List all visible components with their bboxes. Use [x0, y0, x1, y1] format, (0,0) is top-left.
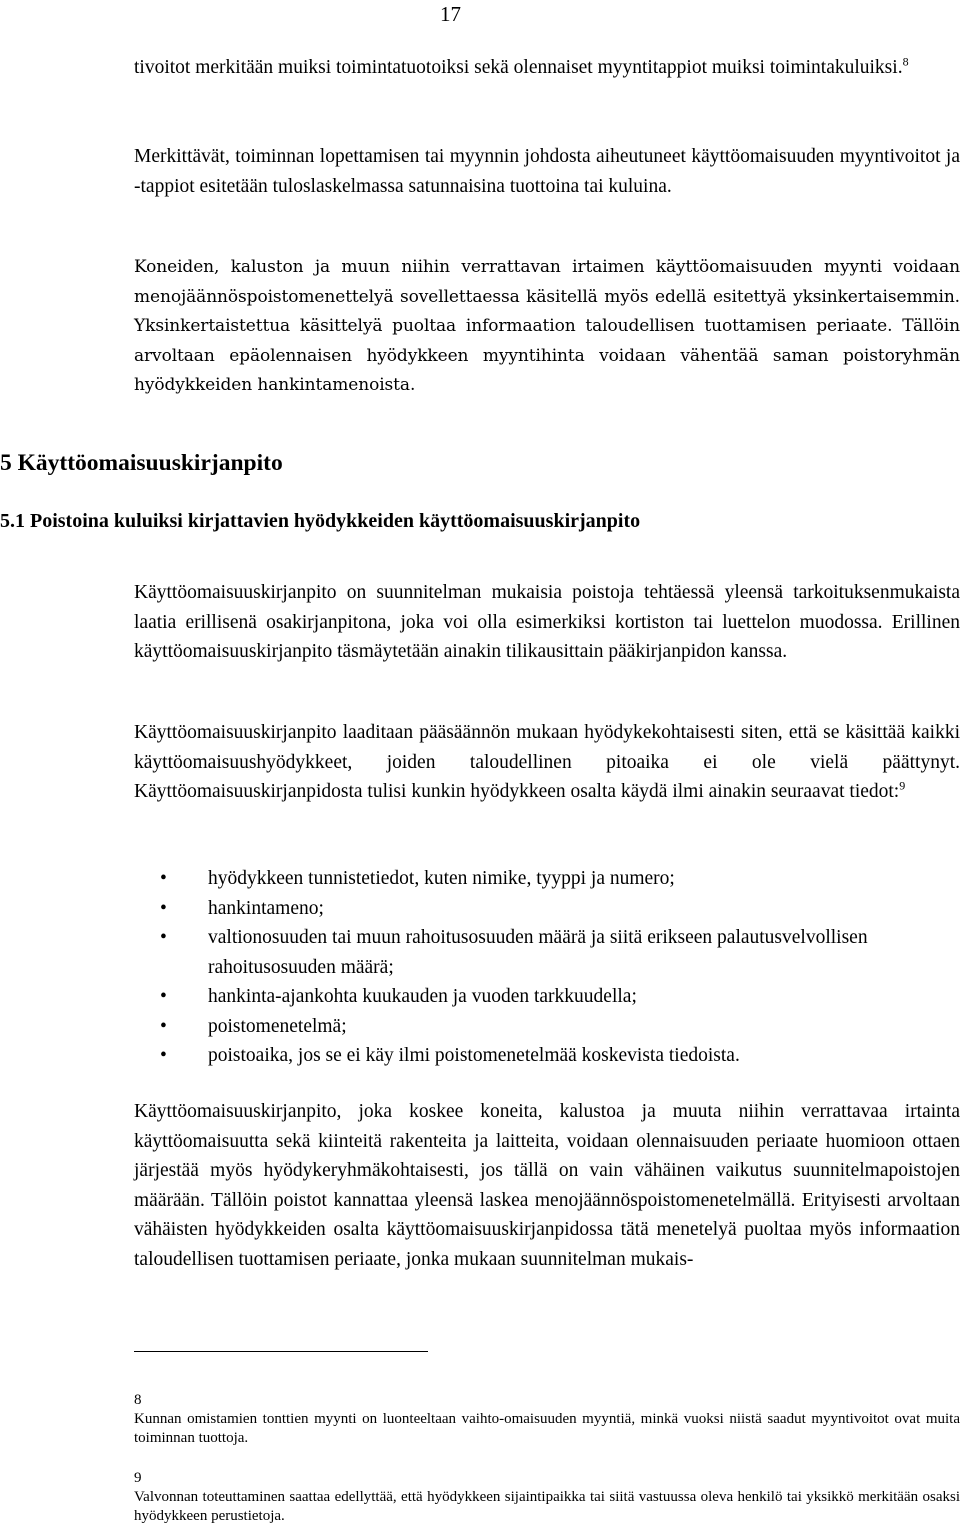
list-item: • hyödykkeen tunnistetiedot, kuten nimike, tyyppi ja numero; — [134, 864, 960, 894]
footnote-separator — [134, 1351, 428, 1352]
list-item: • hankinta-ajankohta kuukauden ja vuoden tarkkuudella; — [134, 982, 960, 1012]
footnote-9 — [134, 1469, 960, 1526]
paragraph-1 — [134, 53, 960, 83]
paragraph-6: Käyttöomaisuuskirjanpito, joka koskee koneita, kalustoa ja muuta niihin verrattavaa irtainta käyttöomaisuutta sekä kiinteitä rakenteita ja laitteita, voidaan olennaisuuden periaate huomioon ottaen järjestää myös hyödykeryhmäkohtaisesti, jos tällä on vain vähäinen vaikutus suunnitelmapoistojen määrään. Tällöin poistot kannattaa yleensä laskea menojäännöspoistomenetelmällä. Erityisesti arvoltaan vähäisten hyödykkeiden osalta käyttöomaisuuskirjanpidossa tätä menetelyä puoltaa myös informaation taloudellisen tuottamisen periaate, jonka mukaan suunnitelman mukais- — [134, 1101, 960, 1270]
paragraph-3: Koneiden, kaluston ja muun niihin verrattavan irtaimen käyttöomaisuuden myynti voidaan menojäännöspoistomenettelyä sovellettaessa käsitellä myös edellä esitettyä yksinkertaisemmin. Yksinkertaistettua käsittelyä puoltaa informaation taloudellisen tuottamisen periaate. Tällöin arvoltaan epäolennaisen hyödykkeen myyntihinta voidaan vähentää saman poistoryhmän hyödykkeiden hankintamenoista. — [134, 257, 960, 395]
footnote-ref-9: 9 — [899, 778, 906, 793]
bullet-icon: • — [160, 897, 167, 919]
footnote-text: Valvonnan toteuttaminen saattaa edellyttää, että hyödykkeen sijaintipaikka tai siitä vastuussa oleva henkilö tai yksikkö merkitään osaksi hyödykkeen perustietoja. — [134, 1489, 960, 1524]
paragraph-5-text: Käyttöomaisuuskirjanpito laaditaan pääsäännön mukaan hyödykekohtaisesti siten, että se käsittää kaikki käyttöomaisuushyödykkeet, joiden taloudellinen pitoaika ei ole vielä päättynyt. Käyttöomaisuuskirjanpidosta tulisi kunkin hyödykkeen osalta käydä ilmi ainakin seuraavat tiedot: — [134, 722, 960, 802]
bullet-icon: • — [160, 927, 167, 948]
footnote-8 — [134, 1391, 960, 1448]
footnote-number: 9 — [134, 1470, 142, 1486]
list-item: • poistoaika, jos se ei käy ilmi poistomenetelmää koskevista tiedoista. — [134, 1041, 960, 1071]
subsection-heading-text: 5.1 Poistoina kuluiksi kirjattavien hyödykkeiden käyttöomaisuuskirjanpito — [0, 510, 641, 532]
bullet-list — [134, 864, 960, 1071]
bullet-icon: • — [160, 1015, 167, 1037]
footnote-number: 8 — [134, 1392, 142, 1408]
footnote-text: Kunnan omistamien tonttien myynti on luonteeltaan vaihto-omaisuuden myyntiä, minkä vuoksi niistä saadut myyntivoitot ovat muita toiminnan tuottoja. — [134, 1411, 960, 1446]
list-item: • poistomenetelmä; — [134, 1012, 960, 1042]
bullet-icon: • — [160, 868, 167, 889]
page-number: 17 — [440, 2, 461, 26]
paragraph-1-text: tivoitot merkitään muiksi toimintatuotoiksi sekä olennaiset myyntitappiot muiksi toimintakuluiksi. — [134, 57, 903, 78]
paragraph-2: Merkittävät, toiminnan lopettamisen tai myynnin johdosta aiheutuneet käyttöomaisuuden myyntivoitot ja -tappiot esitetään tuloslaskelmassa satunnaisina tuottoina tai kuluina. — [134, 146, 960, 197]
bullet-icon: • — [160, 1045, 167, 1066]
bullet-icon: • — [160, 986, 167, 1007]
paragraph-4: Käyttöomaisuuskirjanpito on suunnitelman mukaisia poistoja tehtäessä yleensä tarkoituksenmukaista laatia erillisenä osakirjanpitona, joka voi olla esimerkiksi kortiston tai luettelon muodossa. Erillinen käyttöomaisuuskirjanpito täsmäytetään ainakin tilikausittain pääkirjanpidon kanssa. — [134, 582, 960, 662]
paragraph-5 — [134, 718, 960, 807]
list-item: • hankintameno; — [134, 894, 960, 924]
subsection-heading — [0, 510, 640, 533]
section-heading-text: 5 Käyttöomaisuuskirjanpito — [0, 450, 283, 476]
section-heading — [0, 450, 283, 477]
footnote-ref-8: 8 — [902, 54, 909, 69]
list-item: • valtionosuuden tai muun rahoitusosuuden määrä ja siitä erikseen palautusvelvollisen rahoitusosuuden määrä; — [134, 923, 960, 982]
